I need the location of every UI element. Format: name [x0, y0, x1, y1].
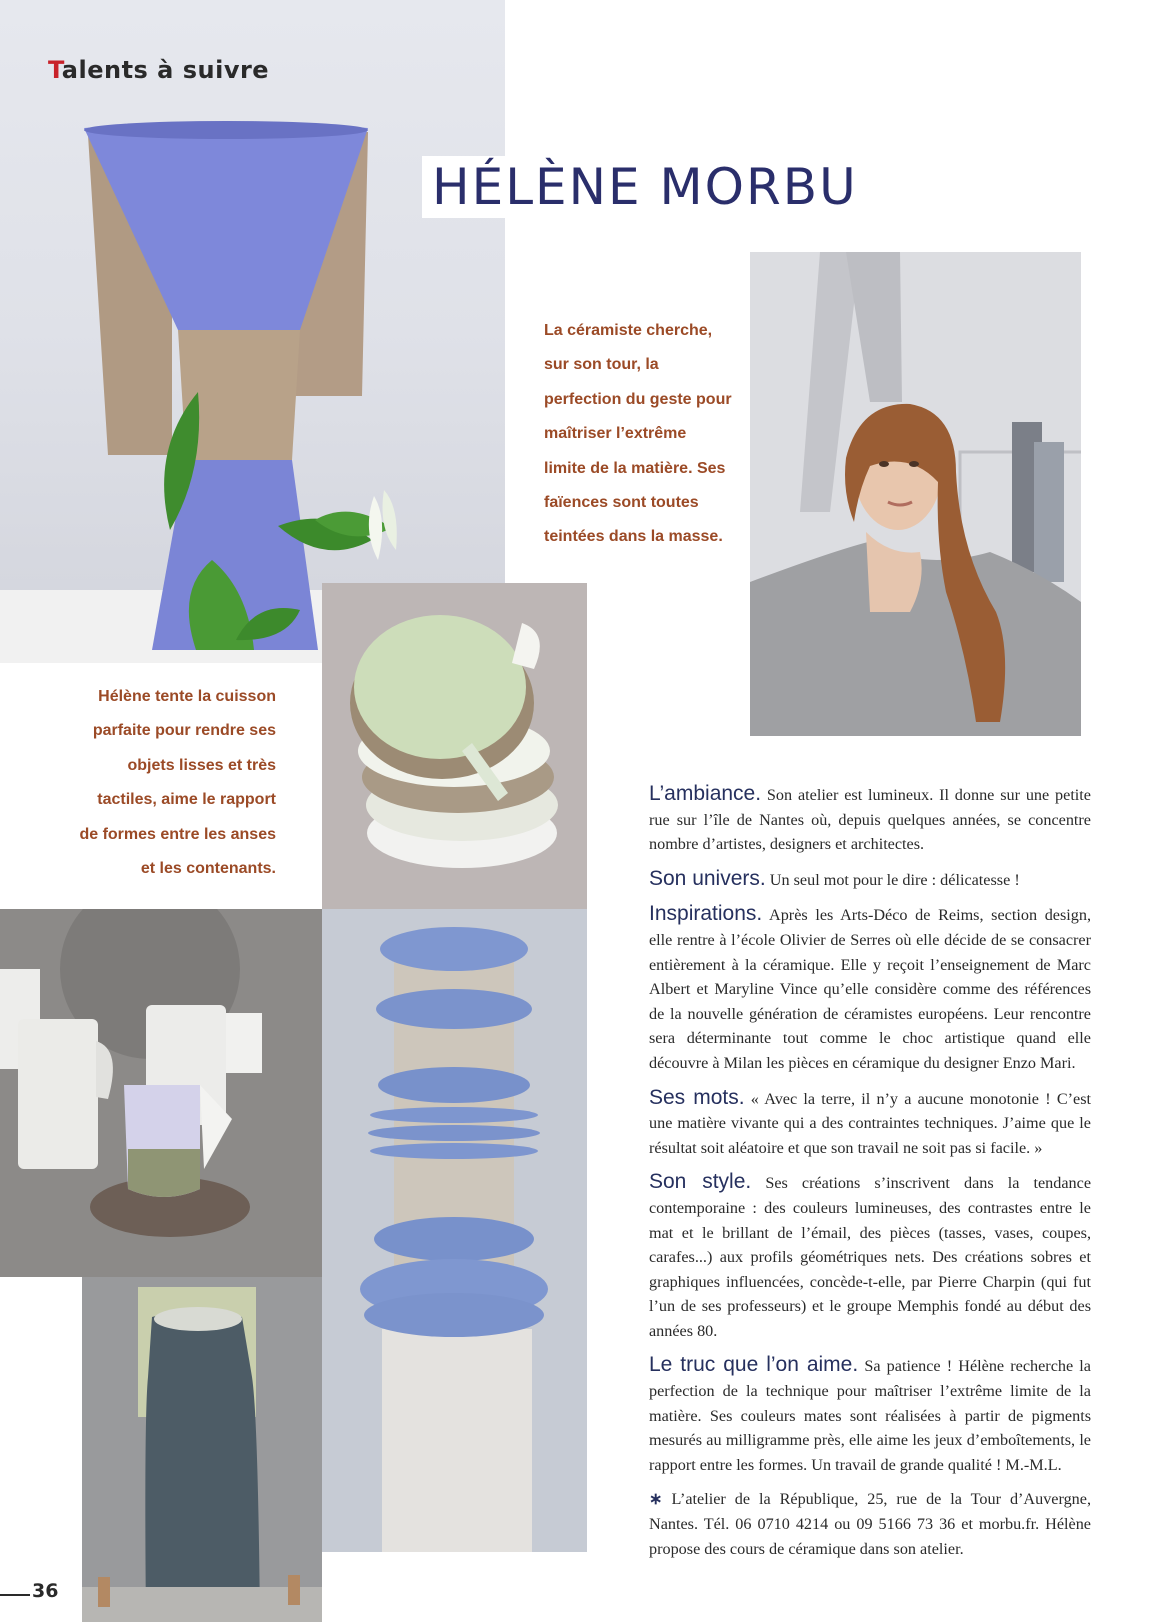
- cups-illustration: [322, 583, 587, 909]
- section-text: Son atelier est lumineux. Il donne sur une petite rue sur l’île de Nantes où, depuis quelques années, se concentre nombre d’artistes, designers et architectes.: [649, 786, 1091, 854]
- caption-line: Hélène tente la cuisson: [98, 688, 276, 705]
- caption-line: maîtriser l’extrême: [544, 425, 687, 443]
- caption-line: et les contenants.: [140, 860, 276, 878]
- caption-line: objets lisses et très: [127, 756, 276, 774]
- caption-line: parfaite pour rendre ses: [92, 722, 276, 740]
- section-heading: Inspirations.: [649, 902, 763, 926]
- portrait-photo: [750, 252, 1081, 736]
- section-univers: [649, 867, 1091, 893]
- caption-top: [544, 314, 754, 555]
- section-heading: L’ambiance.: [649, 782, 762, 805]
- section-text: Un seul mot pour le dire : délicatesse !: [769, 870, 1020, 889]
- caption-line: teintées dans la masse.: [544, 528, 723, 546]
- page-number: 36: [32, 1580, 59, 1602]
- section-ambiance: [649, 782, 1091, 857]
- portrait-illustration: [750, 252, 1081, 736]
- section-tag-initial: T: [48, 56, 62, 84]
- article-body: [649, 782, 1091, 1571]
- caption-line: tactiles, aime le rapport: [97, 791, 276, 809]
- section-text: Ses créations s’inscrivent dans la tendance contemporaine : des couleurs lumineuses, des contrastes entre le mat et le brillant de l’émail, des pièces (tasses, vases, coupes, carafes...) aux profils géométriques nets. Des créations sobres et graphiques influencées, concède-t-elle, par Pierre Charpin (qui fut l’un de ses professeurs) et le groupe Memphis fondé au début des années 80.: [649, 1174, 1092, 1340]
- section-heading: Son univers.: [649, 866, 766, 890]
- address-footnote: [649, 1487, 1091, 1561]
- page-number-rule: [0, 1594, 30, 1596]
- tableware-photo: [0, 909, 322, 1277]
- bottle-illustration: [82, 1277, 322, 1622]
- section-tag: [48, 56, 269, 84]
- tableware-illustration: [0, 909, 322, 1277]
- caption-line: faïences sont toutes: [544, 494, 699, 512]
- bottle-photo: [82, 1277, 322, 1622]
- section-mots: [649, 1086, 1091, 1161]
- asterisk-icon: ∗: [649, 1490, 663, 1509]
- section-inspirations: [649, 902, 1091, 1075]
- stacked-vase-photo: [322, 909, 587, 1552]
- caption-line: sur son tour, la: [544, 356, 659, 374]
- section-heading: Son style.: [649, 1170, 752, 1194]
- section-style: [649, 1170, 1091, 1343]
- vase-photo: [0, 0, 505, 663]
- caption-line: de formes entre les anses: [79, 825, 276, 843]
- vase-illustration: [0, 0, 505, 663]
- section-truc: [649, 1353, 1091, 1477]
- section-heading: Ses mots.: [649, 1085, 745, 1109]
- caption-left: [68, 680, 276, 886]
- caption-line: perfection du geste pour: [544, 390, 732, 408]
- section-tag-text: alents à suivre: [61, 56, 270, 84]
- stacked-vase-illustration: [322, 909, 587, 1552]
- cups-photo: [322, 583, 587, 909]
- footnote-text: L’atelier de la République, 25, rue de la Tour d’Auvergne, Nantes. Tél. 06 0710 4214 ou 09 5166 73 36 et morbu.fr. Hélène propose des cours de céramique dans son atelier.: [649, 1490, 1092, 1558]
- section-heading: Le truc que l’on aime.: [649, 1353, 859, 1377]
- section-text: Sa patience ! Hélène recherche la perfection de la technique pour maîtriser l’extrême limite de la matière. Ses couleurs mates sont réalisées à partir de pigments mesurés au milligramme près, elle aime les jeux d’emboîtements, le rapport entre les formes. Un travail de grande qualité ! M.-M.L.: [649, 1357, 1091, 1474]
- caption-line: limite de la matière. Ses: [544, 459, 726, 477]
- section-text: Après les Arts-Déco de Reims, section design, elle rentre à l’école Olivier de Serres où elle décide de se consacrer entièrement à la céramique. Elle y reçoit l’enseignement de Marc Albert et Maryline Vince qu’elle considère comme des références de la nouvelle génération de céramistes européens. Leur rencontre sera déterminante tout comme le choc artistique quand elle découvre à Milan les pièces en céramique du designer Enzo Mari.: [649, 906, 1092, 1072]
- section-text: « Avec la terre, il n’y a aucune monotonie ! C’est une matière vivante qui a des contraintes techniques. J’aime que le résultat soit aléatoire et que son travail ne soit pas si facile. »: [649, 1089, 1091, 1157]
- caption-line: La céramiste cherche,: [544, 322, 713, 339]
- article-title: HÉLÈNE MORBU: [432, 158, 858, 216]
